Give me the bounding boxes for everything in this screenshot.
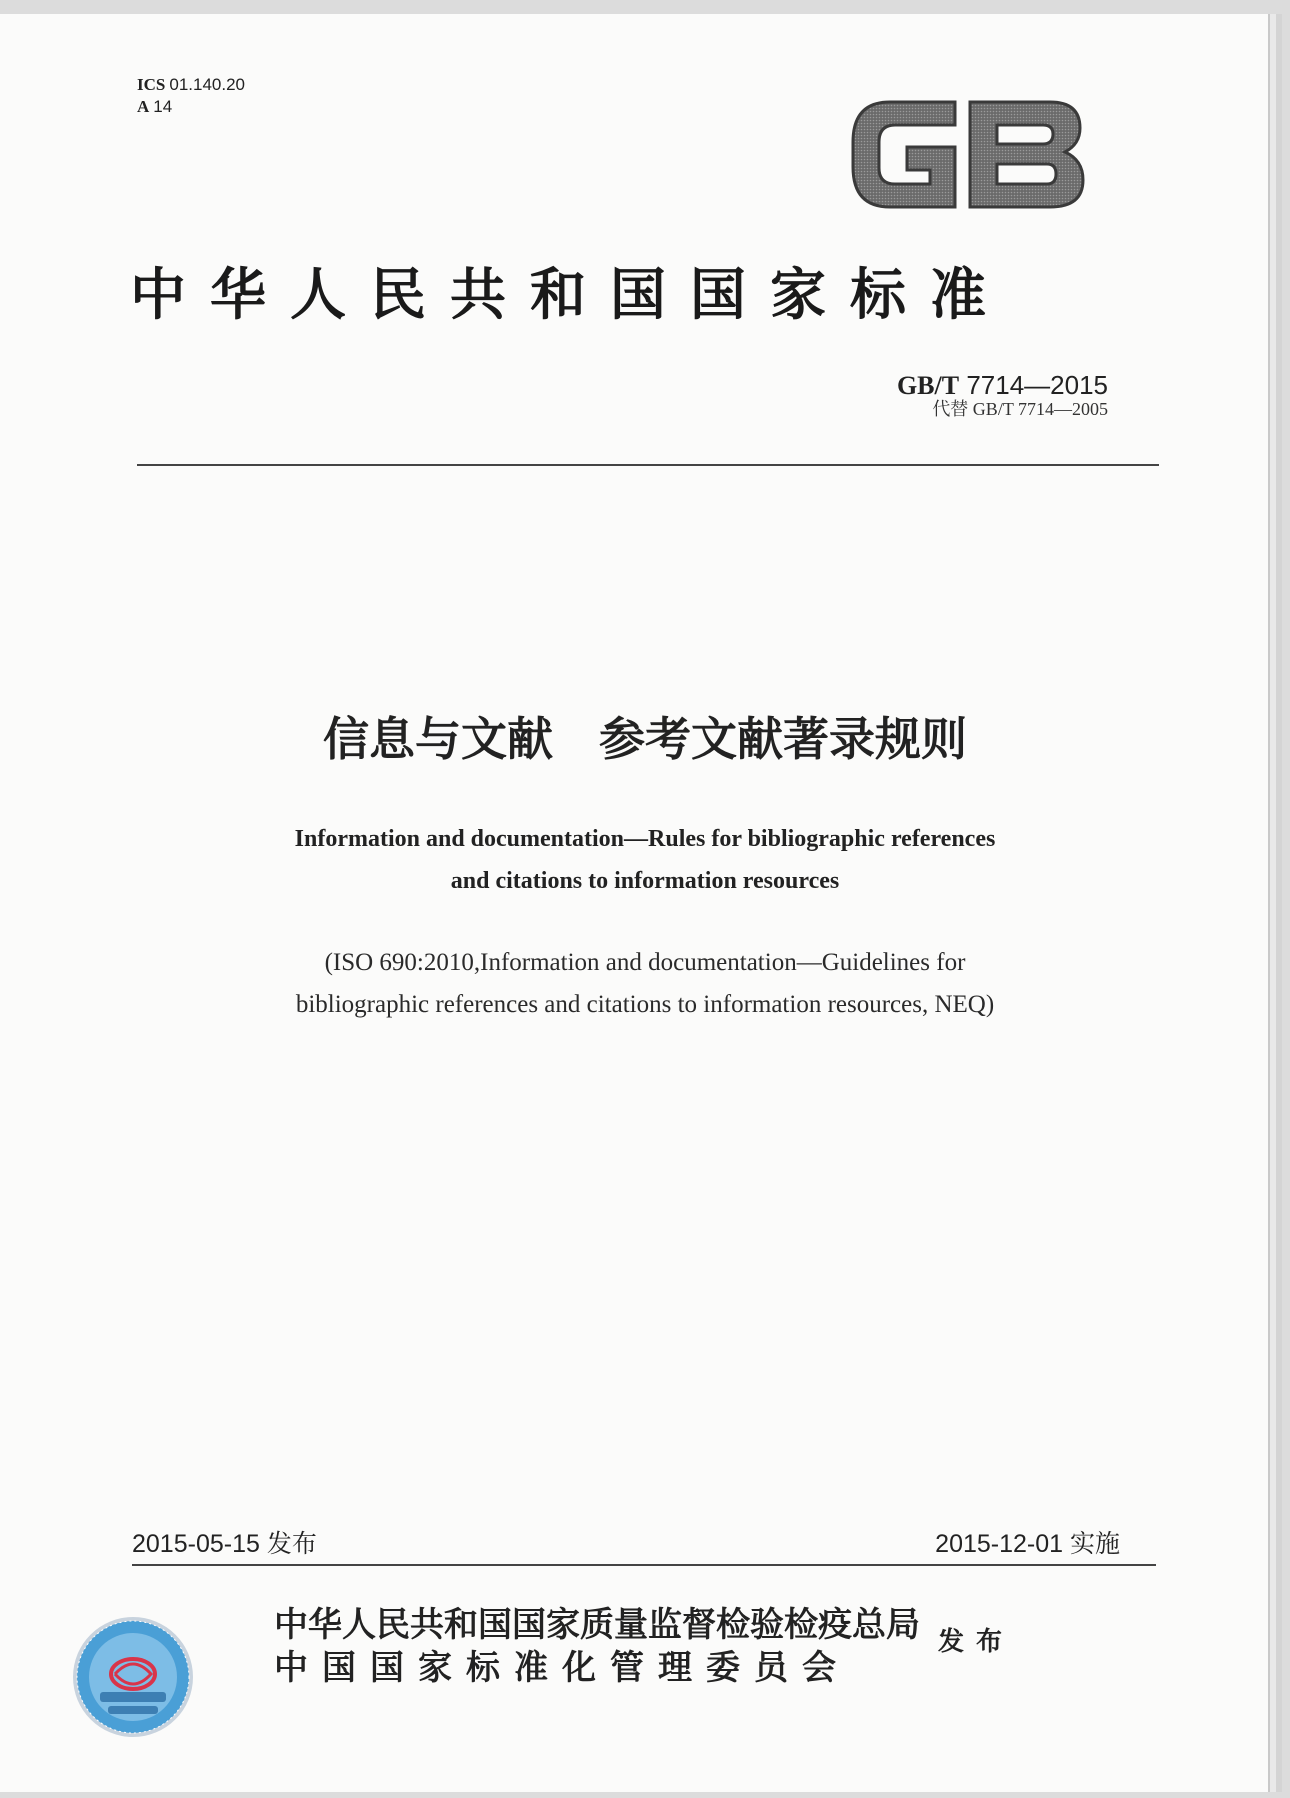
standard-code: 7714—2015 xyxy=(966,370,1108,400)
implementation-date: 2015-12-01 实施 xyxy=(935,1530,1120,1558)
english-title-line2: and citations to information resources xyxy=(450,868,840,894)
classification-codes xyxy=(137,74,245,118)
anti-counterfeit-seal xyxy=(70,1614,196,1740)
replaces-standard: 代替 GB/T 7714—2005 xyxy=(932,399,1108,419)
english-title-line1: Information and documentation—Rules for bibliographic references xyxy=(294,826,996,852)
national-standard-title: 中华人民共和国国家标准 xyxy=(130,262,1010,328)
issue-date: 2015-05-15 发布 xyxy=(132,1530,317,1558)
standard-number xyxy=(897,370,1108,401)
document-page xyxy=(0,14,1270,1792)
issuer-sac: 中国国家标准化管理委员会 xyxy=(274,1648,850,1688)
iso-reference-line1: (ISO 690:2010,Information and documentation—Guidelines for xyxy=(324,949,966,976)
standard-prefix: GB/T xyxy=(896,371,960,400)
ics-label: ICS xyxy=(137,75,166,94)
issuer-aqsiq: 中华人民共和国国家质量监督检验检疫总局 xyxy=(274,1605,920,1645)
chinese-title: 信息与文献 参考文献著录规则 xyxy=(323,712,967,766)
ics-code: 01.140.20 xyxy=(169,75,245,94)
logo-text: GB xyxy=(845,92,847,93)
gb-logo xyxy=(845,92,1090,217)
ccs-code: 14 xyxy=(153,97,173,116)
bottom-divider xyxy=(132,1564,1156,1566)
iso-reference-line2: bibliographic references and citations to information resources, NEQ) xyxy=(295,991,995,1018)
english-title xyxy=(0,818,1290,902)
top-divider xyxy=(137,464,1159,466)
publish-label: 发布 xyxy=(938,1627,1015,1657)
ccs-label: A xyxy=(137,97,150,116)
iso-reference xyxy=(0,942,1290,1026)
